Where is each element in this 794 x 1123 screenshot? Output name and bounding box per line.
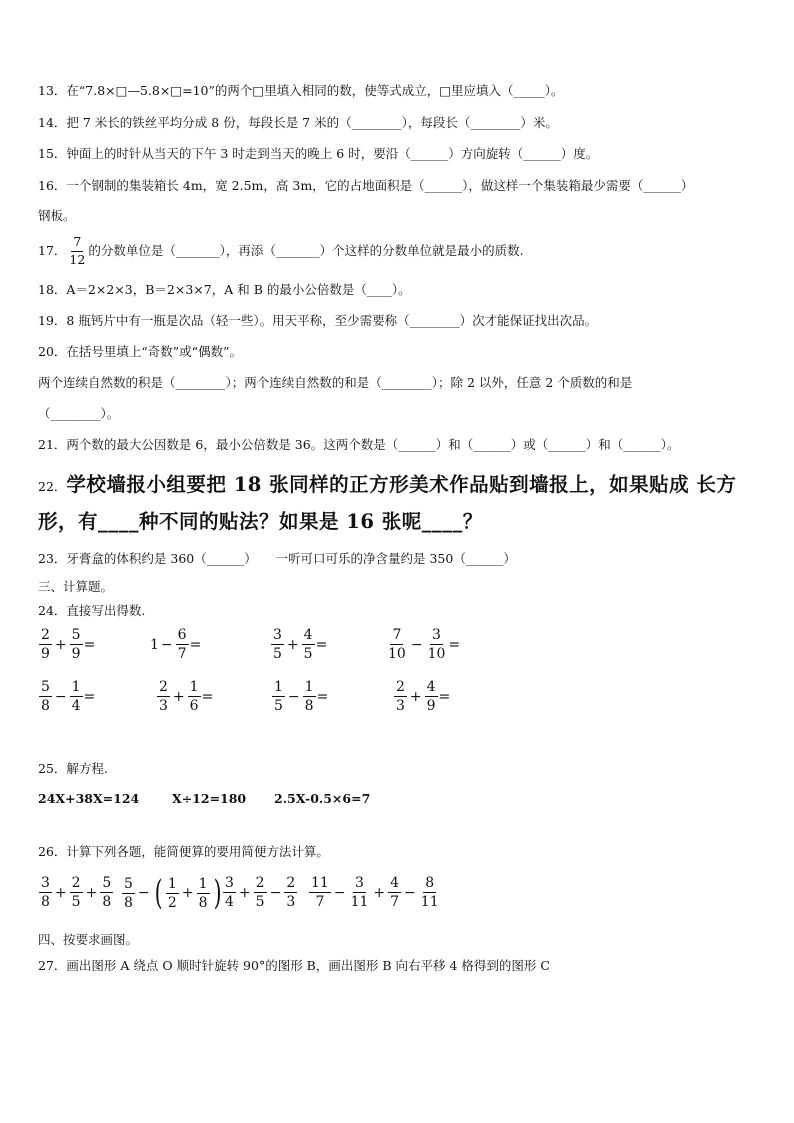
fraction: $\frac{7}{12}$ [69,234,86,267]
section-4-heading: 四、按要求画图。 [38,932,139,947]
q26-expr-b: $\frac{5}{8}$ − ( $\frac{1}{2}$ + $\frac{1}{8}$ ) [124,873,222,913]
question-18: 18．A＝2×2×3，B＝2×3×7，A 和 B 的最小公倍数是（____）。 [38,282,411,297]
question-17-text: 的分数单位是（_______），再添（_______）个这样的分数单位就是最小的质数. [88,243,524,258]
q24-expr-f: $\frac{2}{3}$ + $\frac{1}{6}$ = [159,679,214,714]
question-20: 20．在括号里填上“奇数”或“偶数”。 [38,344,242,359]
q26-expr-a: $\frac{3}{8}$ + $\frac{2}{5}$ + $\frac{5}{8}$ [41,875,112,910]
question-23: 23．牙膏盒的体积约是 360（______） 一听可口可乐的净含量约是 350（______） [38,551,516,566]
question-22-line-2: 形，有____种不同的贴法？如果是 16 张呢____？ [38,510,483,533]
question-17-number: 17． [38,243,67,258]
q24-expr-b: 1 − $\frac{6}{7}$ = [150,627,202,662]
q25-equation-2: X÷12=180 [172,791,247,806]
question-13: 13．在“7.8×□—5.8×□=10”的两个□里填入相同的数，使等式成立，□里应填入（_____）。 [38,83,564,98]
question-22 [38,471,736,499]
question-20-line-2: 两个连续自然数的积是（________）；两个连续自然数的和是（________）；除 2 以外，任意 2 个质数的和是 [38,375,633,390]
q25-equation-1: 24X+38X=124 [38,791,140,806]
question-25: 25．解方程. [38,761,108,776]
q24-expr-c: $\frac{3}{5}$ + $\frac{4}{5}$ = [273,627,328,662]
question-22-text: 学校墙报小组要把 18 张同样的正方形美术作品贴到墙报上，如果贴成 长方 [66,473,737,496]
question-14: 14．把 7 米长的铁丝平均分成 8 份，每段长是 7 米的（________），每段长（________）米。 [38,115,558,130]
question-27: 27．画出图形 A 绕点 O 顺时针旋转 90°的图形 B，画出图形 B 向右平移 4 格得到的图形 C [38,958,550,973]
question-15: 15．钟面上的时针从当天的下午 3 时走到当天的晚上 6 时，要沿（______）方向旋转（______）度。 [38,146,599,161]
question-16-continued: 钢板。 [38,208,76,223]
q26-expr-c: $\frac{3}{4}$ + $\frac{2}{5}$ − $\frac{2}{3}$ [225,875,296,910]
question-20-line-3: （________）。 [38,406,120,421]
q24-expr-d: $\frac{7}{10}$ − $\frac{3}{10}$ = [388,627,461,662]
question-22-number: 22． [38,479,67,494]
q24-expr-a: $\frac{2}{9}$ + $\frac{5}{9}$ = [41,627,96,662]
question-17 [38,236,524,266]
question-19: 19．8 瓶钙片中有一瓶是次品（轻一些）。用天平称，至少需要称（________）次才能保证找出次品。 [38,313,598,328]
q24-expr-g: $\frac{1}{5}$ − $\frac{1}{8}$ = [274,679,329,714]
q24-expr-e: $\frac{5}{8}$ − $\frac{1}{4}$ = [41,679,96,714]
question-26: 26．计算下列各题，能简便算的要用简便方法计算。 [38,844,329,859]
question-21: 21．两个数的最大公因数是 6，最小公倍数是 36。这两个数是（______）和（______）或（______）和（______）。 [38,437,680,452]
question-24: 24．直接写出得数. [38,603,146,618]
section-3-heading: 三、计算题。 [38,579,114,594]
q26-expr-d: $\frac{11}{7}$ − $\frac{3}{11}$ + $\frac{4}{7}$ − $\frac{8}{11}$ [311,875,439,910]
q25-equation-3: 2.5X-0.5×6=7 [274,791,371,806]
question-16: 16．一个钢制的集装箱长 4m，宽 2.5m，高 3m，它的占地面积是（______），做这样一个集装箱最少需要（______） [38,178,694,193]
q24-expr-h: $\frac{2}{3}$ + $\frac{4}{9}$ = [396,679,451,714]
